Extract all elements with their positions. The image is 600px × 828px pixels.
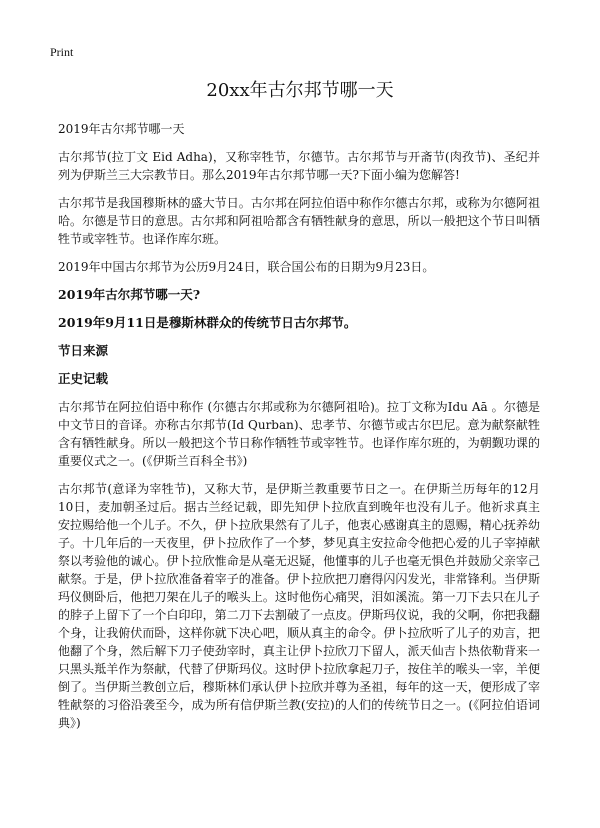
heading-origin: 节日来源 (58, 343, 109, 358)
paragraph-meaning: 古尔邦节是我国穆斯林的盛大节日。古尔邦在阿拉伯语中称作尔德古尔邦，或称为尔德阿祖哈。尔德是节日的意思。古尔邦和阿祖哈都含有牺牲献身的意思，所以一般把这个节日叫牺牲节或宰牲节。也译作库尔班。 (58, 196, 540, 246)
history-paragraph-2: 古尔邦节(意译为宰牲节)，又称大节，是伊斯兰教重要节日之一。在伊斯兰历每年的12月10日，麦加朝圣过后。据古兰经记载，即先知伊卜拉欣直到晚年也没有儿子。他祈求真主安拉赐给他一个儿子。不久，伊卜拉欣果然有了儿子，他衷心感谢真主的恩赐，精心抚养幼子。十几年后的一天夜里，伊卜拉欣作了一个梦，梦见真主安拉命令他把心爱的儿子宰掉献祭以考验他的诚心。伊卜拉欣惟命是从毫无迟疑，他懂事的儿子也毫无惧色并鼓励父亲宰己献祭。于是，伊卜拉欣准备着宰子的准备。伊卜拉欣把刀磨得闪闪发光，非常锋利。当伊斯玛仪侧卧后，他把刀架在儿子的喉头上。这时他伤心痛哭，泪如溪流。第一刀下去只在儿子的脖子上留下了一个白印印，第二刀下去割破了一点皮。伊斯玛仪说，我的父啊，你把我翻个身，让我俯伏而卧，这样你就下决心吧，顺从真主的命令。伊卜拉欣听了儿子的劝言，把他翻了个身，然后解下刀子使劲宰时，真主让伊卜拉欣刀下留人，派天仙吉卜热依勒背来一只黑头羝羊作为祭献，代替了伊斯玛仪。这时伊卜拉欣拿起刀子，按住羊的喉头一宰，羊便倒了。当伊斯兰教创立后，穆斯林们承认伊卜拉欣并尊为圣祖，每年的这一天，便形成了宰牲献祭的习俗沿袭至今，成为所有信伊斯兰教(安拉)的人们的传统节日之一。(《阿拉伯语词典》) (58, 482, 540, 730)
subtitle: 2019年古尔邦节哪一天 (58, 122, 185, 136)
history-paragraph-1: 古尔邦节在阿拉伯语中称作 (尔德古尔邦或称为尔德阿祖哈)。拉丁文称为Idu Aā 。尔德是中文节日的音译。亦称古尔邦节(Id Qurban)、忠孝节、尔德节或古尔巴尼。意为献祭献牲含有牺牲献身。所以一般把这个节日称作牺牲节或宰牲节。也译作库尔班的，为朝觐功课的重要仪式之一。(《伊斯兰百科全书》) (58, 400, 540, 468)
heading-answer: 2019年9月11日是穆斯林群众的传统节日古尔邦节。 (58, 315, 357, 330)
paragraph-intro: 古尔邦节(拉丁文 Eid Adha)，又称宰牲节，尔德节。古尔邦节与开斋节(肉孜节)、圣纪并列为伊斯兰三大宗教节日。那么2019年古尔邦节哪一天?下面小编为您解答! (58, 150, 540, 182)
heading-question: 2019年古尔邦节哪一天? (58, 287, 201, 302)
print-label[interactable]: Print (50, 45, 74, 59)
heading-history: 正史记载 (58, 371, 109, 386)
paragraph-date: 2019年中国古尔邦节为公历9月24日，联合国公布的日期为9月23日。 (58, 260, 435, 274)
document-body (58, 120, 540, 742)
page-title: 20xx年古尔邦节哪一天 (206, 80, 394, 101)
